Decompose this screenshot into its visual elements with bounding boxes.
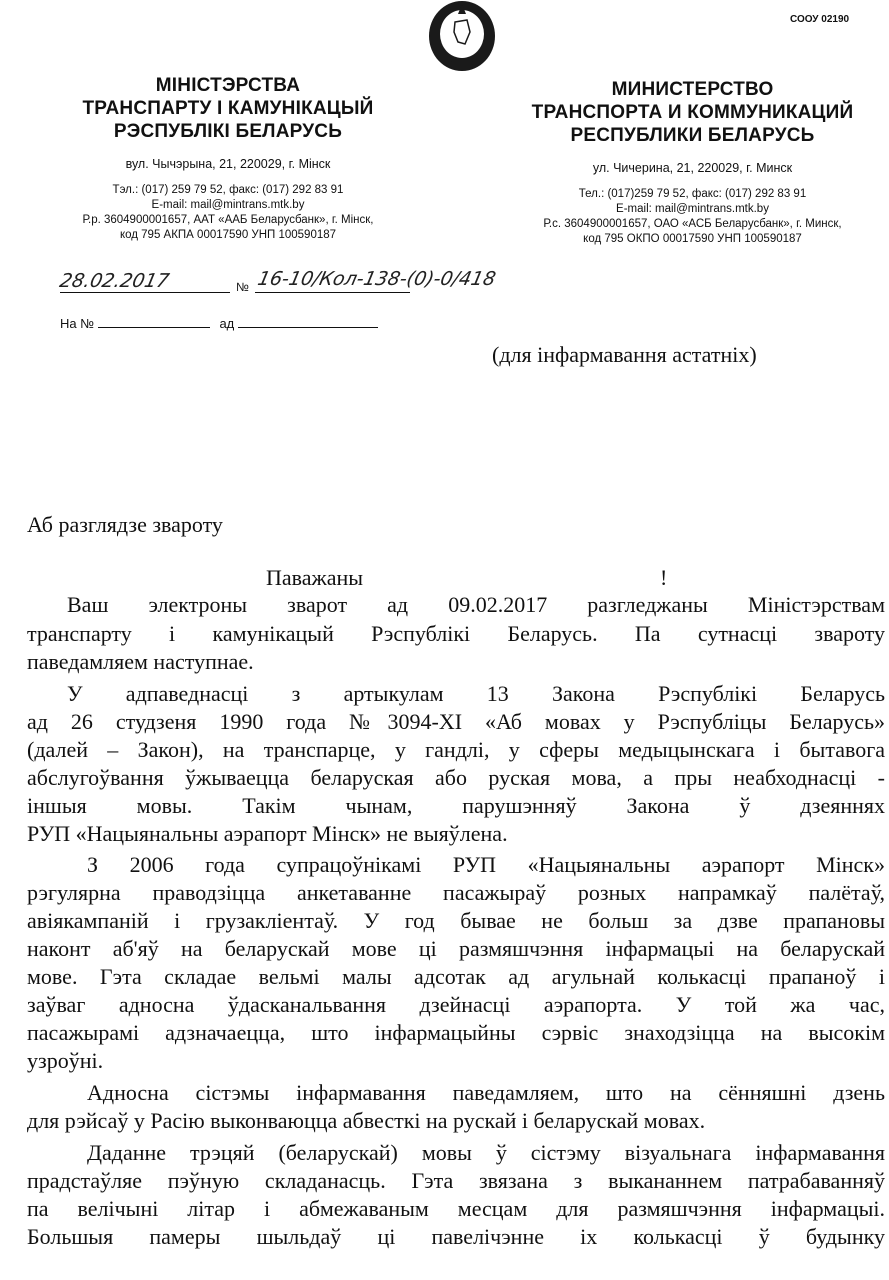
reference-label: На № bbox=[60, 316, 95, 331]
ministry-name-line: МИНИСТЕРСТВО bbox=[611, 79, 774, 100]
body-line: прадстаўляе пэўную складанасць. Гэта звязана з выкананнем патрабаванняў bbox=[27, 1168, 885, 1193]
body-line: РУП «Нацыянальны аэрапорт Мінск» не выяўлена. bbox=[27, 821, 508, 846]
state-emblem bbox=[425, 0, 499, 72]
letterhead-belarusian bbox=[48, 74, 408, 243]
body-line: Большыя памеры шыльдаў ці павелічэнне іх колькасці ў будынку bbox=[27, 1224, 885, 1249]
body-line: ад 26 студзеня 1990 года №3094-XI «Аб мовах у Рэспубліцы Беларусь» bbox=[27, 709, 885, 734]
greeting-end: ! bbox=[660, 565, 668, 590]
distribution-note: (для інфармавання астатніх) bbox=[492, 342, 757, 367]
address: вул. Чычэрына, 21, 220029, г. Мінск bbox=[125, 157, 331, 171]
body-line: рэгулярна праводзіцца анкетаванне пасажыраў розных напрамкаў палётаў, bbox=[27, 880, 885, 905]
ministry-name-line: ТРАНСПОРТА И КОММУНИКАЦИЙ bbox=[531, 102, 854, 123]
body-line: для рэйсаў у Расію выконваюцца абвесткі на рускай і беларускай мовах. bbox=[27, 1108, 706, 1133]
document-code: СООУ 02190 bbox=[790, 14, 850, 25]
ministry-name-line: РЕСПУБЛИКИ БЕЛАРУСЬ bbox=[570, 125, 815, 146]
body-line: наконт аб'яў на беларускай мове ці размяшчэння інфармацыі на беларускай bbox=[27, 936, 885, 961]
body-line: транспарту і камунікацый Рэспублікі Беларусь. Па сутнасці звароту bbox=[27, 621, 885, 646]
body-line: паведамляем наступнае. bbox=[27, 649, 254, 674]
body-line: Ваш электроны зварот ад 09.02.2017 разгледжаны Міністэрствам bbox=[67, 592, 885, 617]
phone: Тэл.: (017) 259 79 52, факс: (017) 292 83 91 bbox=[112, 184, 344, 196]
email: E-mail: mail@mintrans.mtk.by bbox=[151, 199, 305, 211]
registration-date: 28.02.2017 bbox=[57, 270, 172, 292]
body-line: авіякампаній і грузакліентаў. У год бывае не больш за дзве прапановы bbox=[27, 908, 885, 933]
number-label: № bbox=[236, 280, 249, 294]
reference-date-blank bbox=[238, 313, 378, 328]
ministry-name-line: ТРАНСПАРТУ І КАМУНІКАЦЫЙ bbox=[82, 98, 374, 119]
codes: код 795 АКПА 00017590 УНП 100590187 bbox=[119, 229, 337, 241]
body-line: Адносна сістэмы інфармавання паведамляем, што на сённяшні дзень bbox=[87, 1080, 885, 1105]
ministry-name-line: МІНІСТЭРСТВА bbox=[155, 75, 301, 96]
bank-details: Р.р. 3604900001657, ААТ «ААБ Беларусбанк», г. Мінск, bbox=[82, 214, 374, 226]
email: E-mail: mail@mintrans.mtk.by bbox=[616, 203, 769, 215]
ministry-name-line: РЭСПУБЛІКІ БЕЛАРУСЬ bbox=[113, 121, 343, 142]
body-line: (далей – Закон), на транспарце, у гандлі, у сферы медыцынскага і бытавога bbox=[27, 737, 885, 762]
registration-date-field bbox=[57, 270, 230, 293]
body-line: пасажырамі адзначаецца, што інфармацыйны сэрвіс знаходзіцца на высокім bbox=[27, 1020, 885, 1045]
subject: Аб разглядзе звароту bbox=[27, 512, 223, 537]
bank-details: Р.с. 3604900001657, ОАО «АСБ Беларусбанк», г. Минск, bbox=[543, 218, 842, 230]
body-line: абслугоўвання ўжываецца беларуская або руская мова, а пры неабходнасці - bbox=[27, 765, 885, 790]
registration-number: 16-10/Кол-138-(0)-0/418 bbox=[255, 268, 498, 290]
letterhead-russian bbox=[500, 78, 885, 247]
body-line: Даданне трэцяй (беларускай) мовы ў сістэму візуальнага інфармавання bbox=[87, 1140, 885, 1165]
body-line: мове. Гэта складае вельмі малы адсотак ад агульнай колькасці прапаноў і bbox=[27, 964, 885, 989]
body-line: У адпаведнасці з артыкулам 13 Закона Рэспублікі Беларусь bbox=[67, 681, 885, 706]
reference-number-blank bbox=[98, 313, 210, 328]
phone: Тел.: (017)259 79 52, факс: (017) 292 83 91 bbox=[578, 188, 807, 200]
reference-line bbox=[60, 313, 378, 331]
body-line: узроўні. bbox=[27, 1048, 104, 1073]
greeting: Паважаны bbox=[266, 565, 364, 590]
body-line: заўваг адносна ўдасканальвання дзейнасці аэрапорта. У той жа час, bbox=[27, 992, 885, 1017]
from-label: ад bbox=[219, 316, 235, 331]
address: ул. Чичерина, 21, 220029, г. Минск bbox=[592, 161, 793, 175]
body-line: З 2006 года супрацоўнікамі РУП «Нацыянальны аэрапорт Мінск» bbox=[87, 852, 885, 877]
body-line: іншыя мовы. Такім чынам, парушэнняў Закона ў дзеяннях bbox=[27, 793, 885, 818]
body-line: па велічыні літар і абмежаваным месцам для размяшчэння інфармацыі. bbox=[27, 1196, 885, 1221]
codes: код 795 ОКПО 00017590 УНП 100590187 bbox=[583, 233, 802, 245]
